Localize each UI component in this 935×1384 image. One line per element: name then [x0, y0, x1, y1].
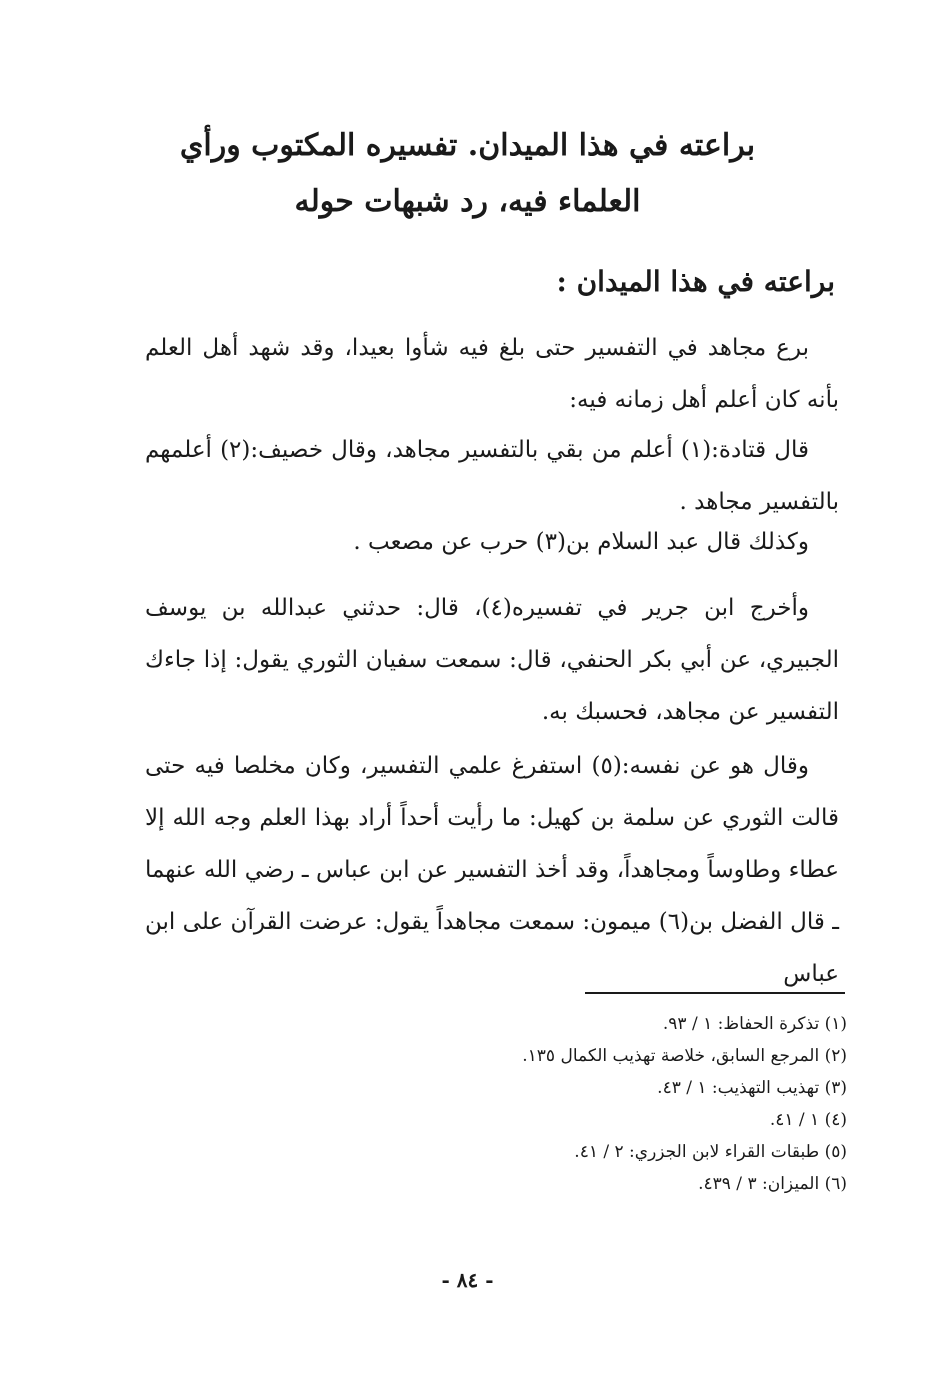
footnote-separator	[585, 992, 845, 994]
footnotes-list	[347, 1008, 847, 1200]
chapter-title-line-1: براعته في هذا الميدان. تفسيره المكتوب ورأي	[179, 128, 756, 163]
paragraph-3: وكذلك قال عبد السلام بن(٣) حرب عن مصعب .	[353, 529, 809, 555]
footnote-item: (٣) تهذيب التهذيب: ١ / ٤٣.	[657, 1078, 847, 1098]
footnote-item: (٢) المرجع السابق، خلاصة تهذيب الكمال ١٣٥.	[522, 1046, 847, 1066]
chapter-title-line-2: العلماء فيه، رد شبهات حوله	[294, 184, 641, 219]
footnote-item: (١) تذكرة الحفاظ: ١ / ٩٣.	[662, 1014, 847, 1034]
page-number: - ٨٤ -	[441, 1268, 494, 1292]
footnote-item: (٦) الميزان: ٣ / ٤٣٩.	[698, 1174, 847, 1194]
paragraph-4: وأخرج ابن جرير في تفسيره(٤)، قال: حدثني عبدالله بن يوسف الجبيري، عن أبي بكر الحنفي، قال: سمعت سفيان الثوري يقول: إذا جاءك التفسير عن مجاهد، فحسبك به.	[145, 595, 839, 725]
chapter-title	[150, 118, 785, 230]
paragraph-1: برع مجاهد في التفسير حتى بلغ فيه شأوا بعيدا، وقد شهد أهل العلم بأنه كان أعلم أهل زمانه فيه:	[145, 335, 839, 413]
footnote-item: (٥) طبقات القراء لابن الجزري: ٢ / ٤١.	[574, 1142, 847, 1162]
paragraph-5: وقال هو عن نفسه:(٥) استفرغ علمي التفسير، وكان مخلصا فيه حتى قالت الثوري عن سلمة بن كهيل: ما رأيت أحداً أراد بهذا العلم وجه الله إلا عطاء وطاوساً ومجاهداً، وقد أخذ التفسير عن ابن عباس ـ رضي الله عنهما ـ قال الفضل بن(٦) ميمون: سمعت مجاهداً يقول: عرضت القرآن على ابن عباس	[145, 753, 839, 987]
section-heading: براعته في هذا الميدان :	[556, 265, 835, 298]
paragraph-2: قال قتادة:(١) أعلم من بقي بالتفسير مجاهد، وقال خصيف:(٢) أعلمهم بالتفسير مجاهد .	[145, 437, 839, 515]
footnote-item: (٤) ١ / ٤١.	[769, 1110, 847, 1130]
